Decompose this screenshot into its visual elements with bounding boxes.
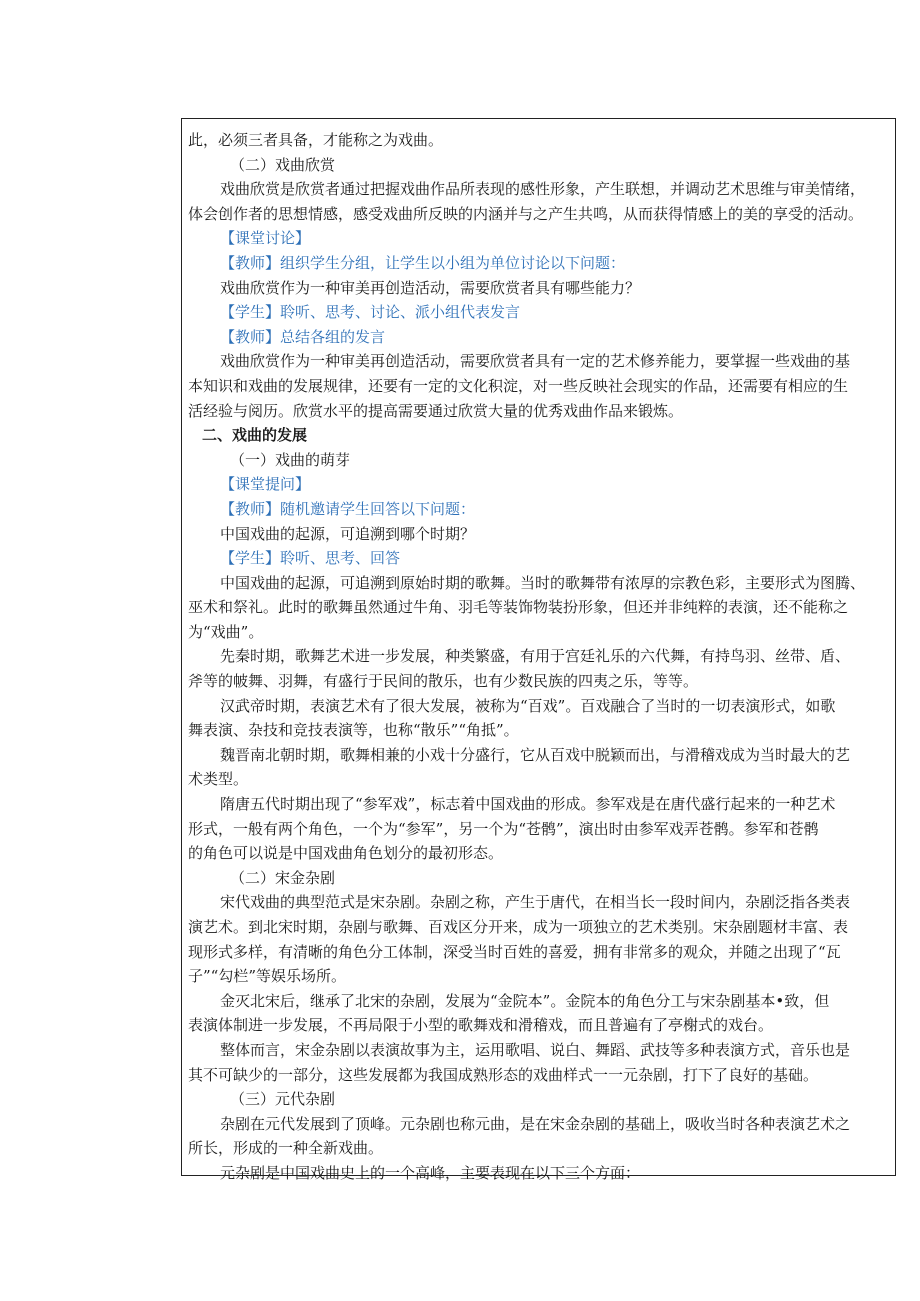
document-table-cell (181, 118, 896, 1182)
activity-label: 【课堂讨论】 (220, 229, 311, 248)
paragraph-line: 宋代戏曲的典型范式是宋杂剧。杂剧之称，产生于唐代，在相当长一段时间内，杂剧泛指各类表 (220, 893, 851, 912)
teacher-label: 【教师】组织学生分组，让学生以小组为单位讨论以下问题： (220, 253, 626, 272)
teacher-label: 【教师】总结各组的发言 (220, 327, 386, 346)
section-heading: （二）宋金杂剧 (230, 868, 336, 887)
paragraph-line: 为“戏曲”。 (188, 622, 264, 641)
paragraph-line: 形式，一般有两个角色，一个为“参军”，另一个为“苍鹘”，演出时由参军戏弄苍鹘。参军和苍鹘 (188, 819, 819, 838)
paragraph-line: 演艺术。到北宋时期，杂剧与歌舞、百戏区分开来，成为一项独立的艺术类别。宋杂剧题材丰富、表 (188, 918, 849, 936)
document-body (182, 128, 895, 1186)
student-label: 【学生】聆听、思考、回答 (220, 549, 401, 568)
paragraph-line: 表演体制进一步发展，不再局限于小型的歌舞戏和滑稽戏，而且普遍有了亭榭式的戏台。 (188, 1016, 774, 1035)
paragraph-line: 整体而言，宋金杂剧以表演故事为主，运用歌唱、说白、舞蹈、武技等多种表演方式，音乐也是 (220, 1040, 851, 1059)
paragraph-line: 所长，形成的一种全新戏曲。 (188, 1139, 384, 1158)
paragraph-line: 中国戏曲的起源，可追溯到原始时期的歌舞。当时的歌舞带有浓厚的宗教色彩，主要形式为图腾、 (220, 573, 866, 592)
teacher-label: 【教师】随机邀请学生回答以下问题： (220, 499, 476, 518)
paragraph-line: 本知识和戏曲的发展规律，还要有一定的文化积淀，对一些反映社会现实的作品，还需要有相应的生 (188, 376, 849, 395)
paragraph-line: 戏曲欣赏是欣赏者通过把握戏曲作品所表现的感性形象，产生联想，并调动艺术思维与审美情绪， (220, 180, 866, 199)
paragraph-line: 活经验与阅历。欣赏水平的提高需要通过欣赏大量的优秀戏曲作品来锻炼。 (188, 401, 684, 420)
section-heading: （三）元代杂剧 (230, 1090, 336, 1109)
section-heading: （一）戏曲的萌芽 (230, 450, 351, 469)
paragraph-line: 的角色可以说是中国戏曲角色划分的最初形态。 (188, 844, 504, 863)
paragraph-line: 杂剧在元代发展到了顶峰。元杂剧也称元曲，是在宋金杂剧的基础上，吸收当时各种表演艺术之 (220, 1114, 851, 1133)
paragraph-line: 体会创作者的思想情感，感受戏曲所反映的内涵并与之产生共鸣，从而获得情感上的美的享受的活动。 (188, 204, 864, 223)
question-line: 戏曲欣赏作为一种审美再创造活动，需要欣赏者具有哪些能力？ (220, 278, 641, 297)
paragraph-line: 元杂剧是中国戏曲史上的一个高峰，主要表现在以下三个方面： (220, 1163, 641, 1182)
paragraph-line: 巫术和祭礼。此时的歌舞虽然通过牛角、羽毛等装饰物装扮形象，但还并非纯粹的表演，还不能称之 (188, 598, 849, 617)
paragraph-line: 术类型。 (188, 770, 249, 789)
paragraph-line: 先秦时期，歌舞艺术进一步发展，种类繁盛，有用于宫廷礼乐的六代舞，有持鸟羽、丝带、盾、 (220, 647, 851, 666)
paragraph-line: 其不可缺少的一部分，这些发展都为我国成熟形态的戏曲样式一一元杂剧，打下了良好的基础。 (188, 1065, 819, 1084)
paragraph-line: 斧等的帔舞、羽舞，有盛行于民间的散乐，也有少数民族的四夷之乐，等等。 (188, 672, 699, 691)
paragraph-line: 舞表演、杂技和竞技表演等，也称“散乐”“角抵”。 (188, 721, 519, 740)
paragraph-line: 此，必须三者具备，才能称之为戏曲。 (188, 131, 444, 149)
student-label: 【学生】聆听、思考、讨论、派小组代表发言 (220, 303, 521, 322)
paragraph-line: 汉武帝时期，表演艺术有了很大发展，被称为“百戏”。百戏融合了当时的一切表演形式，如歌 (220, 696, 836, 715)
activity-label: 【课堂提问】 (220, 475, 311, 494)
paragraph-line: 戏曲欣赏作为一种审美再创造活动，需要欣赏者具有一定的艺术修养能力，要掌握一些戏曲的基 (220, 352, 851, 371)
paragraph-line: 金灭北宋后，继承了北宋的杂剧，发展为“金院本”。金院本的角色分工与宋杂剧基本•致，但 (220, 991, 830, 1010)
question-line: 中国戏曲的起源，可追溯到哪个时期？ (220, 524, 476, 543)
chapter-heading: 二、戏曲的发展 (202, 426, 308, 445)
section-heading: （二）戏曲欣赏 (230, 155, 336, 174)
paragraph-line: 现形式多样，有清晰的角色分工体制，深受当时百姓的喜爱，拥有非常多的观众，并随之出现了“瓦 (188, 942, 841, 961)
paragraph-line: 子”“勾栏”等娱乐场所。 (188, 967, 347, 986)
paragraph-line: 魏晋南北朝时期，歌舞相兼的小戏十分盛行，它从百戏中脱颖而出，与滑稽戏成为当时最大的艺 (220, 745, 851, 764)
paragraph-line: 隋唐五代时期出现了“参军戏”，标志着中国戏曲的形成。参军戏是在唐代盛行起来的一种艺术 (220, 795, 836, 814)
